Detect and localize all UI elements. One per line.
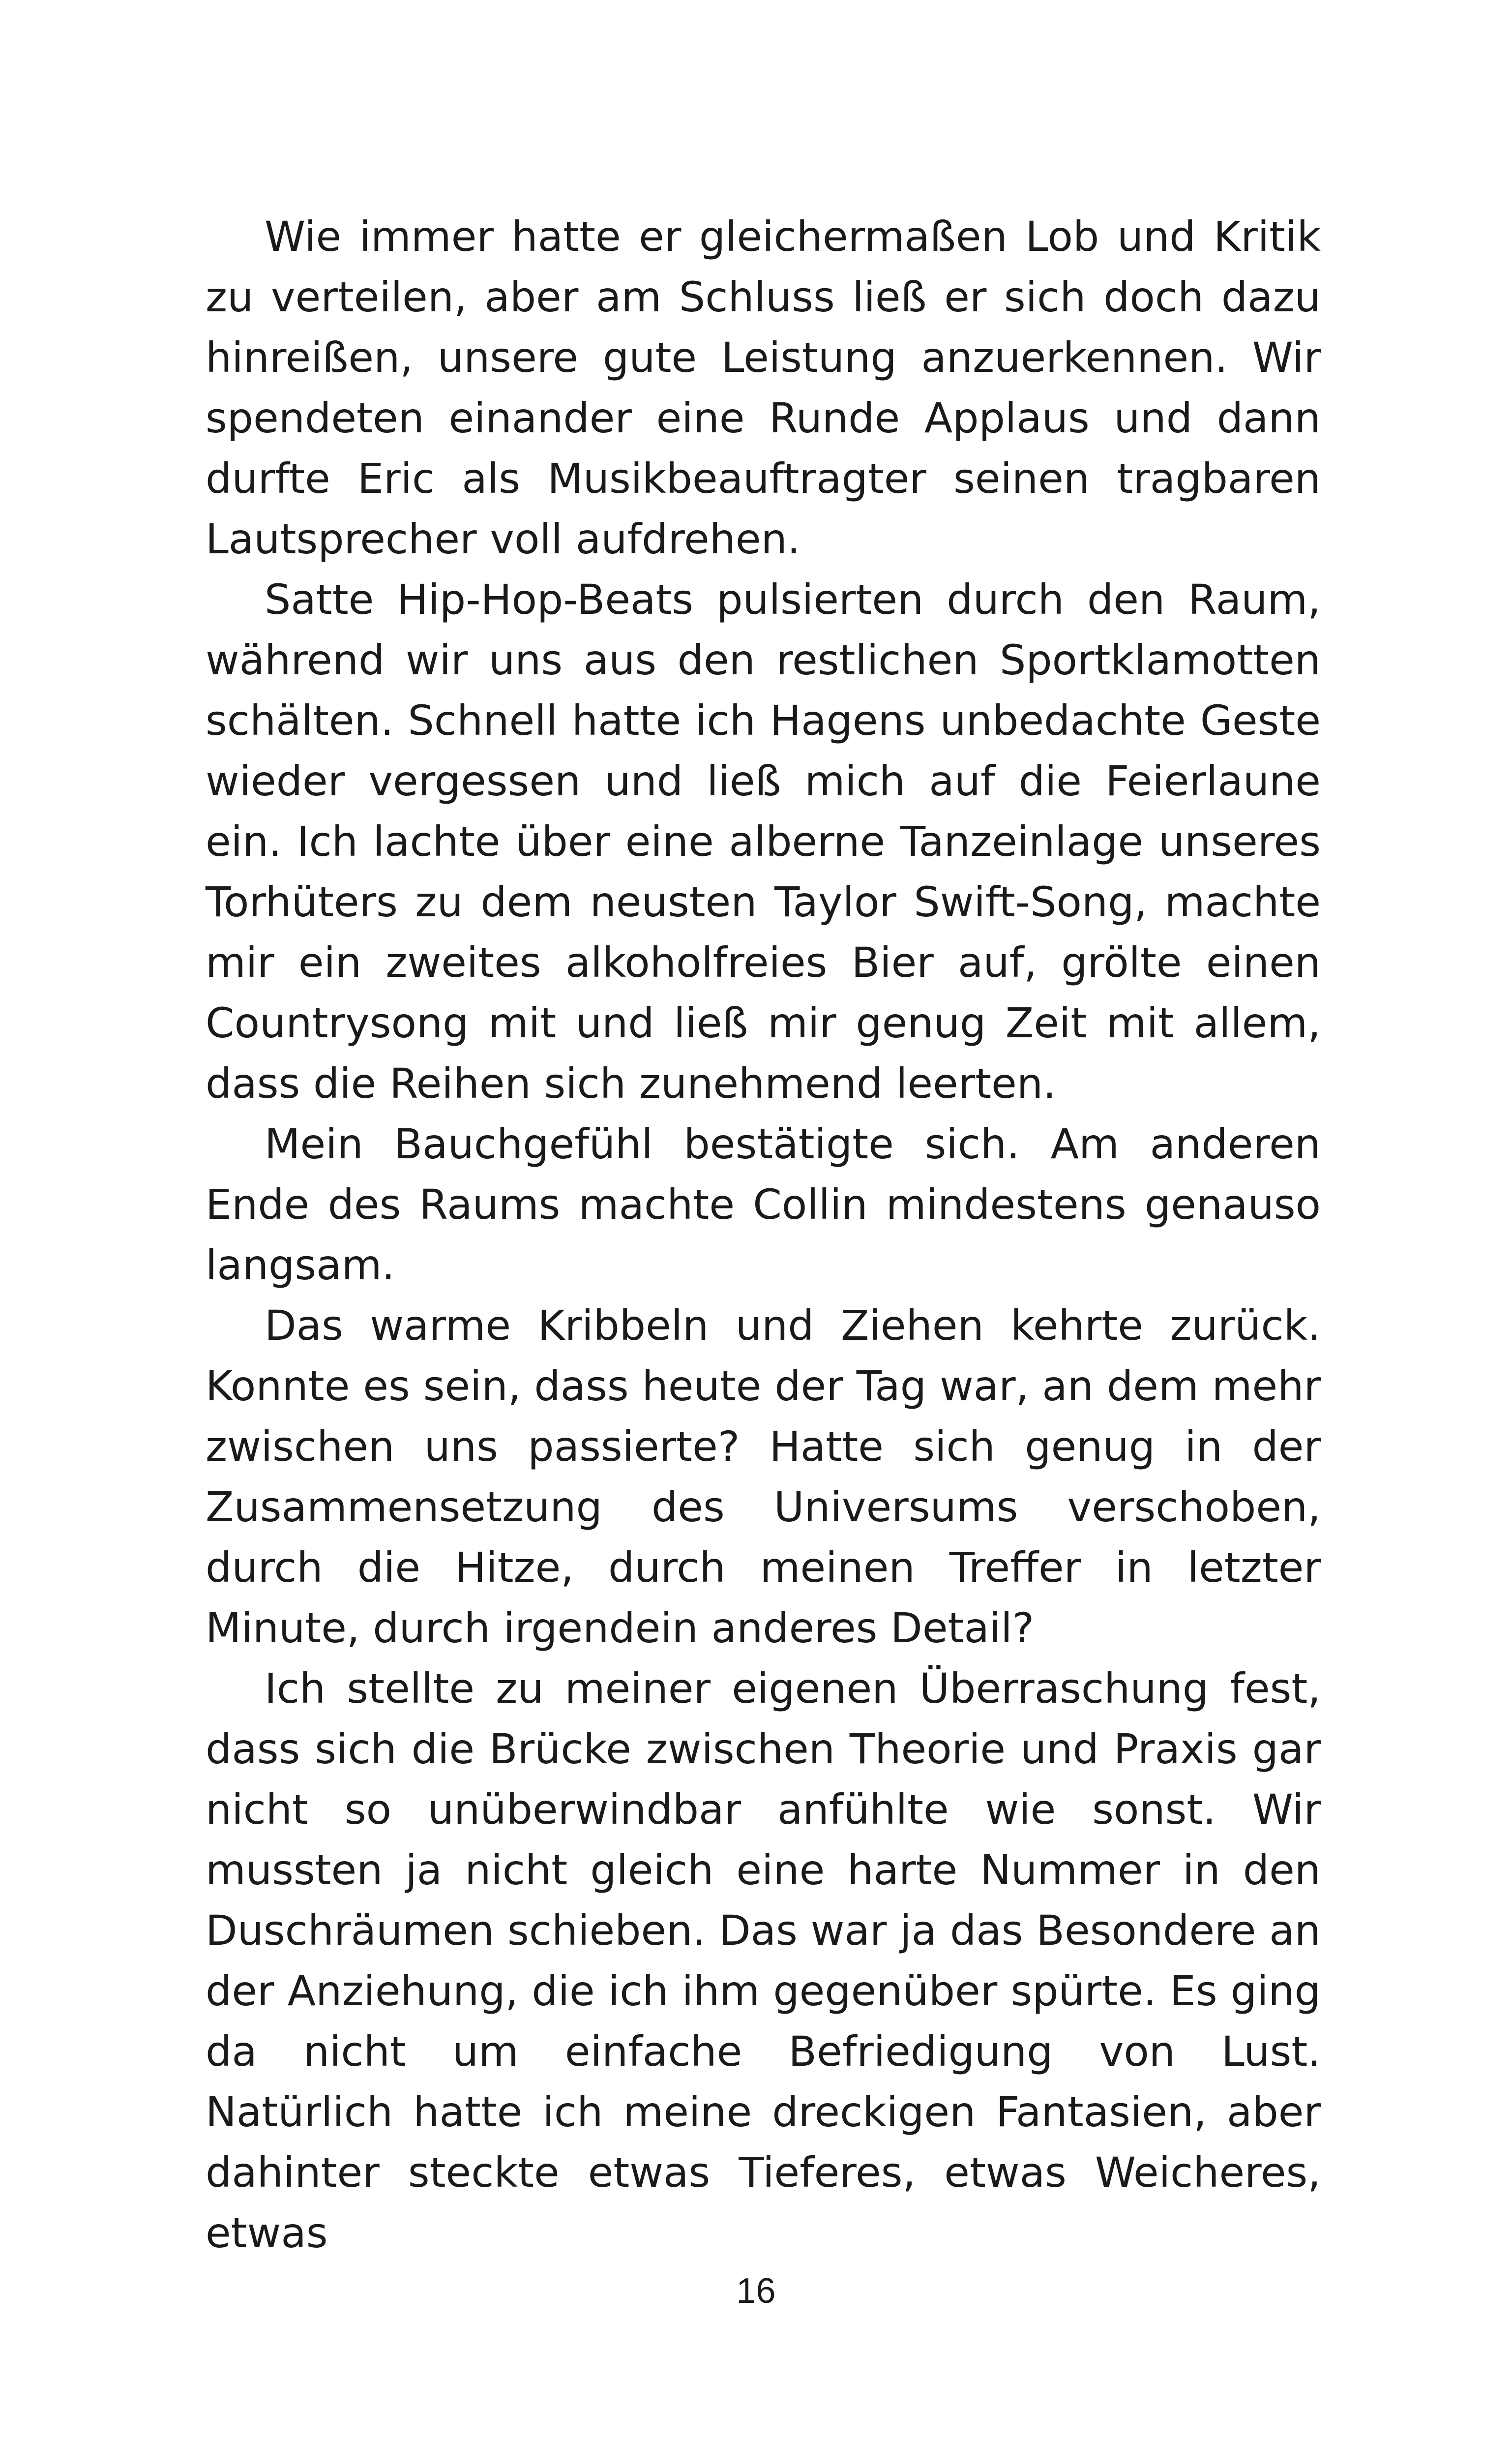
paragraph-4: Das warme Kribbeln und Ziehen kehrte zurück. Konnte es sein, dass heute der Tag war, an dem mehr zwischen uns passierte? Hatte sich genug in der Zusammensetzung des Universums verschoben, durch die Hitze, durch meinen Treffer in letzter Minute, durch irgendein anderes Detail? — [206, 1301, 1321, 1652]
paragraph-1: Wie immer hatte er gleichermaßen Lob und Kritik zu verteilen, aber am Schluss ließ er sich doch dazu hinreißen, unsere gute Leistung anzuerkennen. Wir spendeten einander eine Runde Applaus und dann durfte Eric als Musikbeauftragter seinen tragbaren Lautsprecher voll aufdrehen. — [206, 212, 1321, 563]
body-text — [206, 207, 1321, 2263]
paragraph-3: Mein Bauchgefühl bestätigte sich. Am anderen Ende des Raums machte Collin mindestens genauso langsam. — [206, 1120, 1321, 1289]
paragraph-2: Satte Hip-Hop-Beats pulsierten durch den Raum, während wir uns aus den restlichen Sportklamotten schälten. Schnell hatte ich Hagens unbedachte Geste wieder vergessen und ließ mich auf die Feierlaune ein. Ich lachte über eine alberne Tanzeinlage unseres Torhüters zu dem neusten Taylor Swift-Song, machte mir ein zweites alkoholfreies Bier auf, grölte einen Countrysong mit und ließ mir genug Zeit mit allem, dass die Reihen sich zunehmend leerten. — [206, 575, 1321, 1108]
page-number: 16 — [736, 2271, 776, 2311]
paragraph-5: Ich stellte zu meiner eigenen Überraschung fest, dass sich die Brücke zwischen Theorie und Praxis gar nicht so unüberwindbar anfühlte wie sonst. Wir mussten ja nicht gleich eine harte Nummer in den Duschräumen schieben. Das war ja das Besondere an der Anziehung, die ich ihm gegenüber spürte. Es ging da nicht um einfache Befriedigung von Lust. Natürlich hatte ich meine dreckigen Fantasien, aber dahinter steckte etwas Tieferes, etwas Weicheres, etwas — [206, 1664, 1321, 2257]
